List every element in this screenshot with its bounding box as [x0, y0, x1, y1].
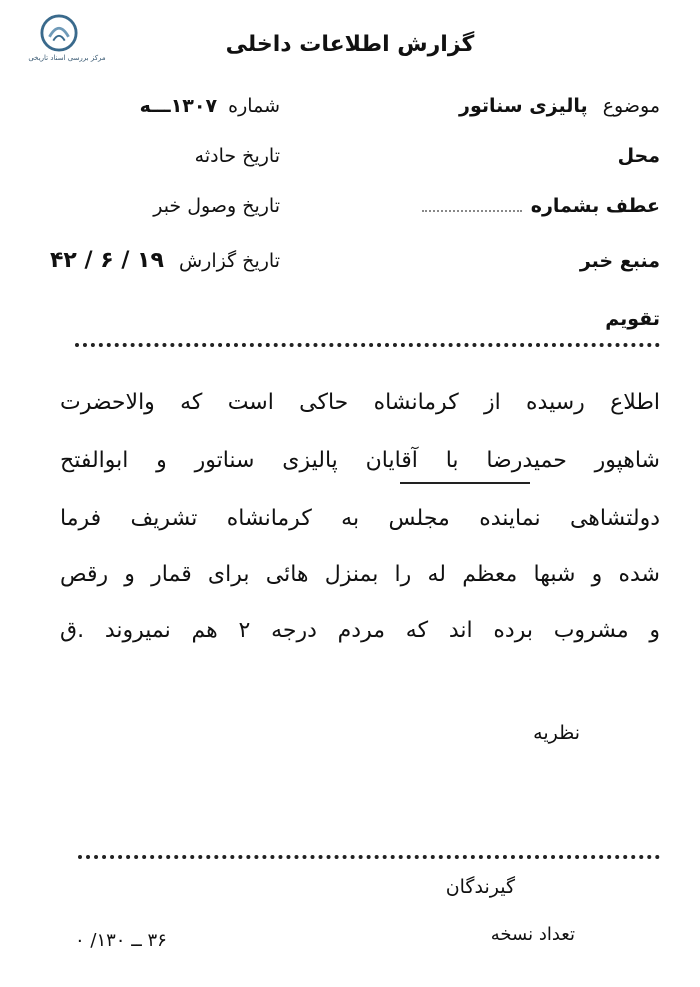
- number-field: [140, 95, 280, 117]
- body-line: شده و شبها معظم له را بمنزل هائی برای قمار و رقص: [60, 562, 660, 587]
- file-code: ۳۶ ــ ۱۳۰/ ۰: [75, 930, 167, 951]
- header-separator: [75, 343, 660, 347]
- body-line: و مشروب برده اند که مردم درجه ۲ هم نمیروند .ق: [60, 618, 660, 643]
- body-line: اطلاع رسیده از کرمانشاه حاکی است که والاحضرت: [60, 390, 660, 415]
- report-date-field: [50, 248, 280, 273]
- recipients-label: گیرندگان: [445, 876, 515, 898]
- opinion-label: نظریه: [533, 722, 580, 744]
- number-value: ۱۳۰۷ـــه: [139, 95, 218, 117]
- report-date-label: تاریخ گزارش: [178, 250, 280, 272]
- footer-separator: [78, 855, 660, 859]
- incident-date-label: تاریخ حادثه: [194, 145, 280, 167]
- subject-value: پالیزی سناتور: [459, 95, 588, 117]
- report-title: گزارش اطلاعات داخلی: [225, 32, 475, 57]
- body-line: شاهپور حمیدرضا با آقایان پالیزی سناتور و ابوالفتح: [60, 448, 660, 473]
- archive-logo-text: مرکز بررسی اسناد تاریخی: [28, 54, 106, 62]
- archive-logo: [12, 14, 122, 68]
- reference-blank: [422, 210, 522, 212]
- subject-field: [459, 95, 660, 117]
- body-line: دولتشاهی نماینده مجلس به کرمانشاه تشریف فرما: [60, 506, 660, 531]
- archive-seal-icon: [40, 14, 78, 52]
- source-label: منبع خبر: [579, 250, 660, 272]
- location-label: محل: [617, 145, 660, 167]
- report-date-value: ۱۹ / ۶ / ۴۲: [50, 248, 164, 273]
- copies-label: تعداد نسخه: [490, 924, 575, 945]
- reference-label: عطف بشماره: [530, 195, 660, 217]
- received-date-label: تاریخ وصول خبر: [153, 195, 280, 217]
- reference-field: [422, 195, 660, 217]
- subject-label: موضوع: [602, 95, 660, 117]
- assessment-label: تقویم: [605, 308, 660, 330]
- number-label: شماره: [228, 95, 280, 117]
- name-underline: [400, 482, 530, 484]
